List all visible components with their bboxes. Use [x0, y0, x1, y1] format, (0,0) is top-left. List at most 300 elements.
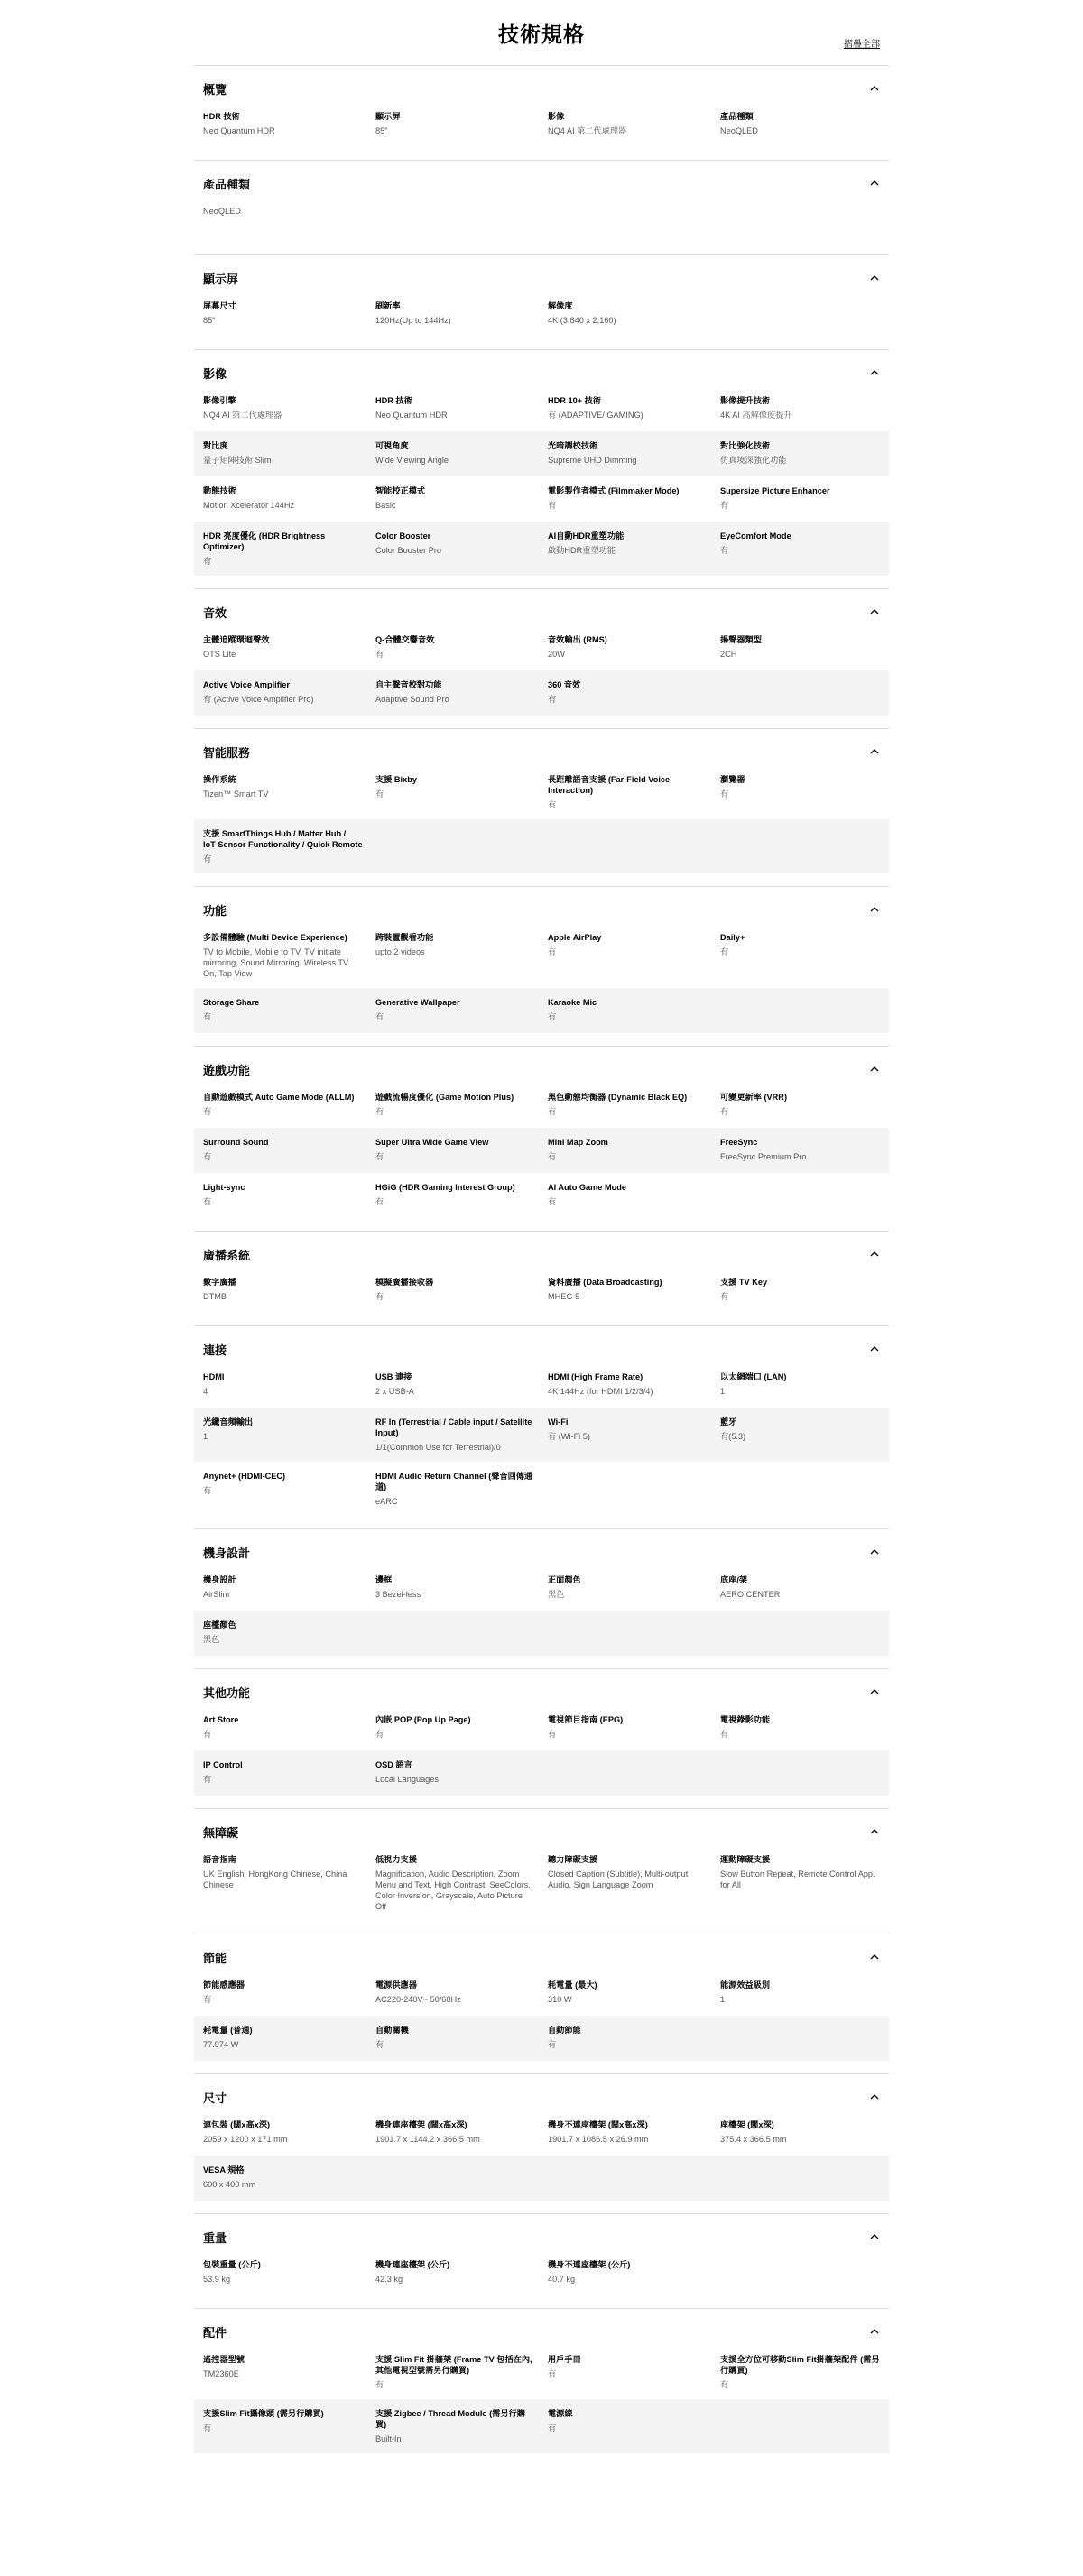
spec-value: 有 — [375, 1012, 384, 1021]
section-header[interactable] — [194, 264, 889, 291]
spec-row — [194, 1845, 889, 1921]
spec-label: RF In (Terrestrial / Cable input / Satellite Input) — [375, 1417, 532, 1437]
spec-item — [548, 485, 708, 512]
spec-row — [194, 522, 889, 576]
spec-item — [375, 1759, 535, 1787]
spec-item — [548, 2408, 708, 2444]
spec-label: Super Ultra Wide Game View — [375, 1138, 489, 1147]
spec-item — [375, 1417, 535, 1453]
spec-label: 可視角度 — [375, 441, 409, 450]
spec-label: 電影製作者模式 (Filmmaker Mode) — [548, 486, 680, 495]
spec-value: Wide Viewing Angle — [375, 456, 449, 465]
spec-item — [203, 1714, 363, 1741]
spec-item — [548, 2259, 708, 2286]
chevron-up-icon[interactable] — [869, 1064, 880, 1075]
spec-label: 影像提升技術 — [720, 396, 771, 405]
spec-value: 有 — [375, 1730, 384, 1739]
spec-value: 4 — [203, 1387, 208, 1396]
section-title: 配件 — [203, 2325, 227, 2340]
chevron-up-icon[interactable] — [869, 2326, 880, 2337]
spec-item — [720, 395, 880, 422]
spec-section — [194, 2213, 889, 2308]
spec-item — [203, 1417, 363, 1453]
spec-label: Color Booster — [375, 531, 431, 540]
spec-label: 機身連座檯架 (闊x高x深) — [375, 2120, 467, 2129]
spec-label: 機身連座檯架 (公斤) — [375, 2260, 450, 2269]
section-title: 智能服務 — [203, 745, 251, 760]
spec-item — [203, 440, 363, 467]
spec-item — [203, 1137, 363, 1164]
spec-value: NQ4 AI 第二代處理器 — [548, 126, 627, 135]
spec-label: 對比度 — [203, 441, 228, 450]
spec-label: 自動遊戲模式 Auto Game Mode (ALLM) — [203, 1093, 355, 1102]
spec-item — [203, 485, 363, 512]
spec-value: AC220-240V~ 50/60Hz — [375, 1995, 461, 2004]
spec-item — [548, 1371, 708, 1399]
spec-label: 機身不連座檯架 (公斤) — [548, 2260, 631, 2269]
chevron-up-icon[interactable] — [869, 367, 880, 378]
spec-item — [375, 531, 535, 567]
spec-value: 20W — [548, 650, 565, 659]
spec-item — [548, 440, 708, 467]
spec-item — [720, 531, 880, 567]
section-header[interactable] — [194, 2083, 889, 2110]
spec-row — [194, 670, 889, 716]
spec-value: 啟動HDR重塑功能 — [548, 546, 616, 555]
spec-label: 包裝重量 (公斤) — [203, 2260, 261, 2269]
spec-value: Magnification, Audio Description, Zoom Menu and Text, High Contrast, SeeColors, Color Inversion, Grayscale, Auto Picture Off — [375, 1870, 531, 1911]
spec-item — [375, 2408, 535, 2444]
spec-label: USB 連接 — [375, 1372, 412, 1381]
spec-label: 自主聲音校對功能 — [375, 680, 442, 689]
spec-item — [720, 1092, 880, 1119]
spec-label: 支援Slim Fit攝像頭 (需另行購買) — [203, 2409, 324, 2418]
spec-item — [203, 997, 363, 1024]
spec-item — [375, 1137, 535, 1164]
spec-label: HDR 技術 — [375, 396, 412, 405]
spec-label: 主體追蹤環迴聲效 — [203, 635, 270, 644]
spec-row — [194, 1971, 889, 2016]
spec-item — [548, 932, 708, 979]
spec-label: 用戶手冊 — [548, 2355, 581, 2364]
spec-value: FreeSync Premium Pro — [720, 1152, 807, 1161]
spec-item — [548, 1137, 708, 1164]
spec-item — [375, 932, 535, 979]
spec-row — [194, 1173, 889, 1218]
spec-item — [203, 774, 363, 810]
section-title: 節能 — [203, 1951, 227, 1965]
spec-label: Storage Share — [203, 998, 260, 1007]
spec-label: 內嵌 POP (Pop Up Page) — [375, 1715, 471, 1724]
spec-section — [194, 588, 889, 728]
spec-item — [203, 2025, 363, 2052]
section-header[interactable] — [194, 1678, 889, 1705]
spec-section — [194, 1934, 889, 2073]
spec-value: 有(5.3) — [720, 1432, 746, 1441]
spec-item — [548, 531, 708, 567]
spec-label: 藍牙 — [720, 1417, 737, 1426]
section-title: 遊戲功能 — [203, 1063, 251, 1077]
spec-label: 瀏覽器 — [720, 775, 745, 784]
spec-value: Slow Button Repeat, Remote Control App. for All — [720, 1870, 875, 1889]
spec-item — [720, 2354, 880, 2390]
spec-item — [203, 2354, 363, 2390]
chevron-up-icon[interactable] — [869, 606, 880, 617]
section-header[interactable] — [194, 1818, 889, 1845]
chevron-up-icon[interactable] — [869, 178, 880, 189]
spec-section — [194, 160, 889, 254]
spec-value: 4K 144Hz (for HDMI 1/2/3/4) — [548, 1387, 653, 1396]
spec-label: 智能校正模式 — [375, 486, 426, 495]
chevron-up-icon[interactable] — [869, 746, 880, 757]
spec-label: 電源供應器 — [375, 1980, 417, 1990]
spec-label: HGiG (HDR Gaming Interest Group) — [375, 1183, 515, 1192]
spec-value: 有 — [548, 1152, 557, 1161]
spec-value: 3 Bezel-less — [375, 1590, 421, 1599]
section-title: 功能 — [203, 903, 227, 918]
spec-value: 有 — [548, 2040, 557, 2049]
section-header[interactable] — [194, 75, 889, 102]
spec-item — [375, 1471, 535, 1507]
spec-value: Basic — [375, 501, 396, 510]
spec-item — [720, 485, 880, 512]
spec-item — [203, 1092, 363, 1119]
section-header[interactable] — [194, 1241, 889, 1268]
spec-label: 光纖音頻輸出 — [203, 1417, 254, 1426]
section-header[interactable] — [194, 2223, 889, 2250]
spec-value: Supreme UHD Dimming — [548, 456, 637, 465]
spec-label: FreeSync — [720, 1138, 758, 1147]
section-header[interactable] — [194, 738, 889, 765]
spec-section — [194, 1231, 889, 1325]
spec-value: Adaptive Sound Pro — [375, 695, 449, 704]
spec-label: 座檯架 (闊x深) — [720, 2120, 774, 2129]
spec-label: 聽力障礙支援 — [548, 1855, 598, 1864]
spec-item — [203, 2259, 363, 2286]
chevron-up-icon[interactable] — [869, 2091, 880, 2102]
spec-label: 機身設計 — [203, 1575, 236, 1584]
spec-label: 產品種類 — [720, 112, 754, 121]
spec-row — [194, 386, 889, 431]
spec-value: 黑色 — [203, 1635, 220, 1644]
spec-label: 支援全方位可移動Slim Fit掛牆架配件 (需另行購買) — [720, 2355, 880, 2375]
section-title: 產品種類 — [203, 177, 251, 191]
section-title: 連接 — [203, 1343, 227, 1357]
spec-item — [720, 1417, 880, 1453]
section-header[interactable] — [194, 1944, 889, 1971]
spec-section — [194, 1325, 889, 1528]
spec-item — [548, 1092, 708, 1119]
spec-value: 有 — [548, 947, 557, 956]
spec-label: 音效輸出 (RMS) — [548, 635, 607, 644]
spec-item — [375, 1574, 535, 1602]
spec-value: Tizen™ Smart TV — [203, 789, 269, 799]
spec-item — [720, 1371, 880, 1399]
section-title: 音效 — [203, 605, 227, 620]
spec-value: 有 — [203, 557, 212, 566]
spec-item — [548, 679, 708, 706]
spec-label: HDMI Audio Return Channel (聲音回傳通道) — [375, 1472, 533, 1491]
collapse-all-link[interactable]: 摺疊全部 — [844, 40, 880, 50]
spec-item — [375, 1854, 535, 1912]
section-header[interactable] — [194, 359, 889, 386]
spec-value: 有 — [548, 2424, 557, 2433]
spec-value: 85" — [203, 316, 216, 325]
section-header[interactable] — [194, 598, 889, 625]
chevron-up-icon[interactable] — [869, 83, 880, 94]
section-header[interactable] — [194, 2318, 889, 2345]
spec-item — [203, 1182, 363, 1209]
spec-item — [720, 440, 880, 467]
spec-label: 長距離語音支援 (Far-Field Voice Interaction) — [548, 775, 671, 795]
spec-value: 310 W — [548, 1995, 572, 2004]
spec-value: 有 — [720, 501, 729, 510]
spec-label: 黑色動態均衡器 (Dynamic Black EQ) — [548, 1093, 688, 1102]
spec-row — [194, 2399, 889, 2453]
spec-item — [548, 1277, 708, 1304]
page-title: 技術規格 — [498, 22, 585, 46]
spec-section — [194, 254, 889, 349]
spec-value: Closed Caption (Subtitle), Multi-output Audio, Sign Language Zoom — [548, 1870, 689, 1889]
spec-label: Supersize Picture Enhancer — [720, 486, 830, 495]
spec-row — [194, 1083, 889, 1128]
section-header[interactable] — [194, 1335, 889, 1362]
spec-row — [194, 476, 889, 522]
spec-label: 支援 Zigbee / Thread Module (需另行購買) — [375, 2409, 525, 2429]
spec-item — [548, 395, 708, 422]
spec-value: NQ4 AI 第二代處理器 — [203, 411, 282, 420]
spec-section — [194, 1528, 889, 1668]
spec-label: Mini Map Zoom — [548, 1138, 608, 1147]
spec-value: 有 — [548, 800, 557, 809]
spec-value: 有 (ADAPTIVE/ GAMING) — [548, 411, 643, 420]
spec-item — [375, 300, 535, 328]
spec-item — [375, 1092, 535, 1119]
spec-label: 能源效益級別 — [720, 1980, 771, 1990]
spec-value: 有 — [203, 1486, 212, 1495]
spec-value: 有 — [203, 854, 212, 863]
spec-value: 量子矩陣技術 Slim — [203, 456, 272, 465]
spec-value: 1901.7 x 1144.2 x 366.5 mm — [375, 2135, 480, 2144]
spec-value: 1 — [203, 1432, 208, 1441]
spec-item — [203, 634, 363, 661]
spec-label: Anynet+ (HDMI-CEC) — [203, 1472, 286, 1481]
spec-item — [375, 111, 535, 138]
spec-label: 揚聲器類型 — [720, 635, 762, 644]
spec-item — [375, 395, 535, 422]
spec-label: HDR 技術 — [203, 112, 240, 121]
spec-row — [194, 988, 889, 1033]
spec-label: 電視節目指南 (EPG) — [548, 1715, 624, 1724]
spec-label: 光暗調校技術 — [548, 441, 598, 450]
spec-row — [194, 1268, 889, 1313]
chevron-up-icon[interactable] — [869, 1826, 880, 1837]
chevron-up-icon[interactable] — [869, 272, 880, 283]
title-row — [194, 0, 889, 65]
spec-row — [194, 291, 889, 337]
spec-item — [548, 2354, 708, 2390]
spec-label: Art Store — [203, 1715, 239, 1724]
spec-value: 1 — [720, 1995, 726, 2004]
spec-item — [548, 997, 708, 1024]
spec-container — [194, 0, 889, 2466]
spec-value: TM2360E — [203, 2369, 239, 2378]
spec-item — [203, 1854, 363, 1912]
chevron-up-icon[interactable] — [869, 2231, 880, 2242]
chevron-up-icon[interactable] — [869, 904, 880, 915]
spec-item — [375, 634, 535, 661]
section-header[interactable] — [194, 1056, 889, 1083]
spec-item — [720, 932, 880, 979]
spec-value: 2059 x 1200 x 171 mm — [203, 2135, 288, 2144]
spec-item — [720, 111, 880, 138]
spec-item — [548, 1417, 708, 1453]
section-header[interactable] — [194, 1538, 889, 1565]
spec-item — [203, 2165, 363, 2192]
spec-row — [194, 1750, 889, 1796]
spec-item — [203, 206, 363, 233]
spec-value: 有 — [375, 2380, 384, 2389]
spec-item — [375, 679, 535, 706]
spec-label: 模擬廣播接收器 — [375, 1278, 434, 1287]
spec-value: 有 — [203, 1995, 212, 2004]
spec-item — [548, 1714, 708, 1741]
spec-value: AERO CENTER — [720, 1590, 781, 1599]
spec-label: Light-sync — [203, 1183, 245, 1192]
spec-value: 有 — [203, 1152, 212, 1161]
spec-value: 53.9 kg — [203, 2275, 231, 2284]
spec-label: IP Control — [203, 1760, 243, 1769]
spec-row — [194, 1462, 889, 1516]
spec-item — [375, 1714, 535, 1741]
spec-label: 支援 Bixby — [375, 775, 417, 784]
section-title: 無障礙 — [203, 1825, 239, 1840]
spec-item — [548, 634, 708, 661]
spec-value: 仿真境深強化功能 — [720, 456, 787, 465]
spec-label: Karaoke Mic — [548, 998, 597, 1007]
spec-label: 運動障礙支援 — [720, 1855, 771, 1864]
spec-label: 自動關機 — [375, 2026, 409, 2035]
spec-row — [194, 2110, 889, 2156]
spec-item — [375, 1980, 535, 2007]
spec-label: 影像 — [548, 112, 565, 121]
spec-label: Generative Wallpaper — [375, 998, 460, 1007]
spec-item — [203, 679, 363, 706]
spec-item — [720, 1277, 880, 1304]
spec-item — [375, 1371, 535, 1399]
spec-value: OTS Lite — [203, 650, 236, 659]
spec-label: 支援 SmartThings Hub / Matter Hub / IoT-Sensor Functionality / Quick Remote — [203, 829, 363, 849]
chevron-up-icon[interactable] — [869, 1686, 880, 1697]
spec-label: 資料廣播 (Data Broadcasting) — [548, 1278, 662, 1287]
spec-value: 有 — [375, 2040, 384, 2049]
spec-label: 屏幕尺寸 — [203, 301, 236, 310]
section-title: 顯示屏 — [203, 272, 239, 286]
section-header[interactable] — [194, 170, 889, 197]
spec-section — [194, 2308, 889, 2466]
spec-value: 有 — [203, 1012, 212, 1021]
spec-item — [203, 111, 363, 138]
section-title: 尺寸 — [203, 2091, 227, 2105]
spec-item — [375, 774, 535, 810]
spec-value: MHEG 5 — [548, 1292, 580, 1301]
spec-label: Apple AirPlay — [548, 933, 602, 942]
spec-value: 有 — [548, 1197, 557, 1206]
spec-value: 85" — [375, 126, 388, 135]
spec-value: 600 x 400 mm — [203, 2180, 256, 2189]
spec-label: AI自動HDR重塑功能 — [548, 531, 625, 540]
spec-value: 有 — [203, 1197, 212, 1206]
spec-value: 有 — [720, 947, 729, 956]
section-title: 影像 — [203, 366, 227, 381]
spec-item — [375, 1277, 535, 1304]
spec-item — [203, 1759, 363, 1787]
spec-item — [375, 2354, 535, 2390]
spec-value: Built-In — [375, 2434, 402, 2443]
spec-value: 1901.7 x 1086.5 x 26.9 mm — [548, 2135, 649, 2144]
spec-item — [548, 1854, 708, 1912]
section-title: 機身設計 — [203, 1546, 251, 1560]
spec-item — [203, 828, 363, 864]
spec-item — [203, 1574, 363, 1602]
spec-value: 有 (Wi-Fi 5) — [548, 1432, 590, 1441]
spec-row — [194, 625, 889, 670]
spec-value: 有 — [548, 501, 557, 510]
spec-value: 1/1(Common Use for Terrestrial)/0 — [375, 1443, 501, 1452]
spec-label: VESA 規格 — [203, 2165, 245, 2174]
spec-value: 4K AI 高解像度提升 — [720, 411, 792, 420]
spec-value: 有 — [720, 1107, 729, 1116]
chevron-up-icon[interactable] — [869, 1343, 880, 1354]
spec-label: 電源線 — [548, 2409, 573, 2418]
spec-label: 低視力支援 — [375, 1855, 417, 1864]
spec-item — [203, 395, 363, 422]
spec-label: 對比強化技術 — [720, 441, 771, 450]
spec-label: 耗電量 (最大) — [548, 1980, 597, 1990]
spec-item — [375, 1182, 535, 1209]
spec-label: 刷新率 — [375, 301, 401, 310]
spec-item — [375, 2259, 535, 2286]
section-header[interactable] — [194, 896, 889, 923]
spec-label: EyeComfort Mode — [720, 531, 791, 540]
spec-label: 多設備體驗 (Multi Device Experience) — [203, 933, 347, 942]
chevron-up-icon[interactable] — [869, 1249, 880, 1260]
spec-row — [194, 923, 889, 988]
spec-row — [194, 819, 889, 873]
spec-label: HDMI — [203, 1372, 225, 1381]
spec-row — [194, 1565, 889, 1611]
spec-row — [194, 1128, 889, 1173]
spec-value: 120Hz(Up to 144Hz) — [375, 316, 451, 325]
spec-value: eARC — [375, 1497, 398, 1506]
spec-value: AirSlim — [203, 1590, 230, 1599]
spec-value: 有 — [375, 789, 384, 799]
spec-value: 有 — [548, 1730, 557, 1739]
spec-value: 有 — [375, 1107, 384, 1116]
chevron-up-icon[interactable] — [869, 1547, 880, 1557]
spec-value: UK English, HongKong Chinese, China Chinese — [203, 1870, 347, 1889]
spec-item — [203, 300, 363, 328]
spec-item — [720, 1854, 880, 1912]
spec-value: 有 — [720, 546, 729, 555]
spec-row — [194, 765, 889, 819]
spec-label: Q-合體交響音效 — [375, 635, 435, 644]
spec-row — [194, 1705, 889, 1750]
spec-section — [194, 2073, 889, 2213]
spec-item — [203, 1980, 363, 2007]
chevron-up-icon[interactable] — [869, 1952, 880, 1962]
spec-row — [194, 102, 889, 147]
